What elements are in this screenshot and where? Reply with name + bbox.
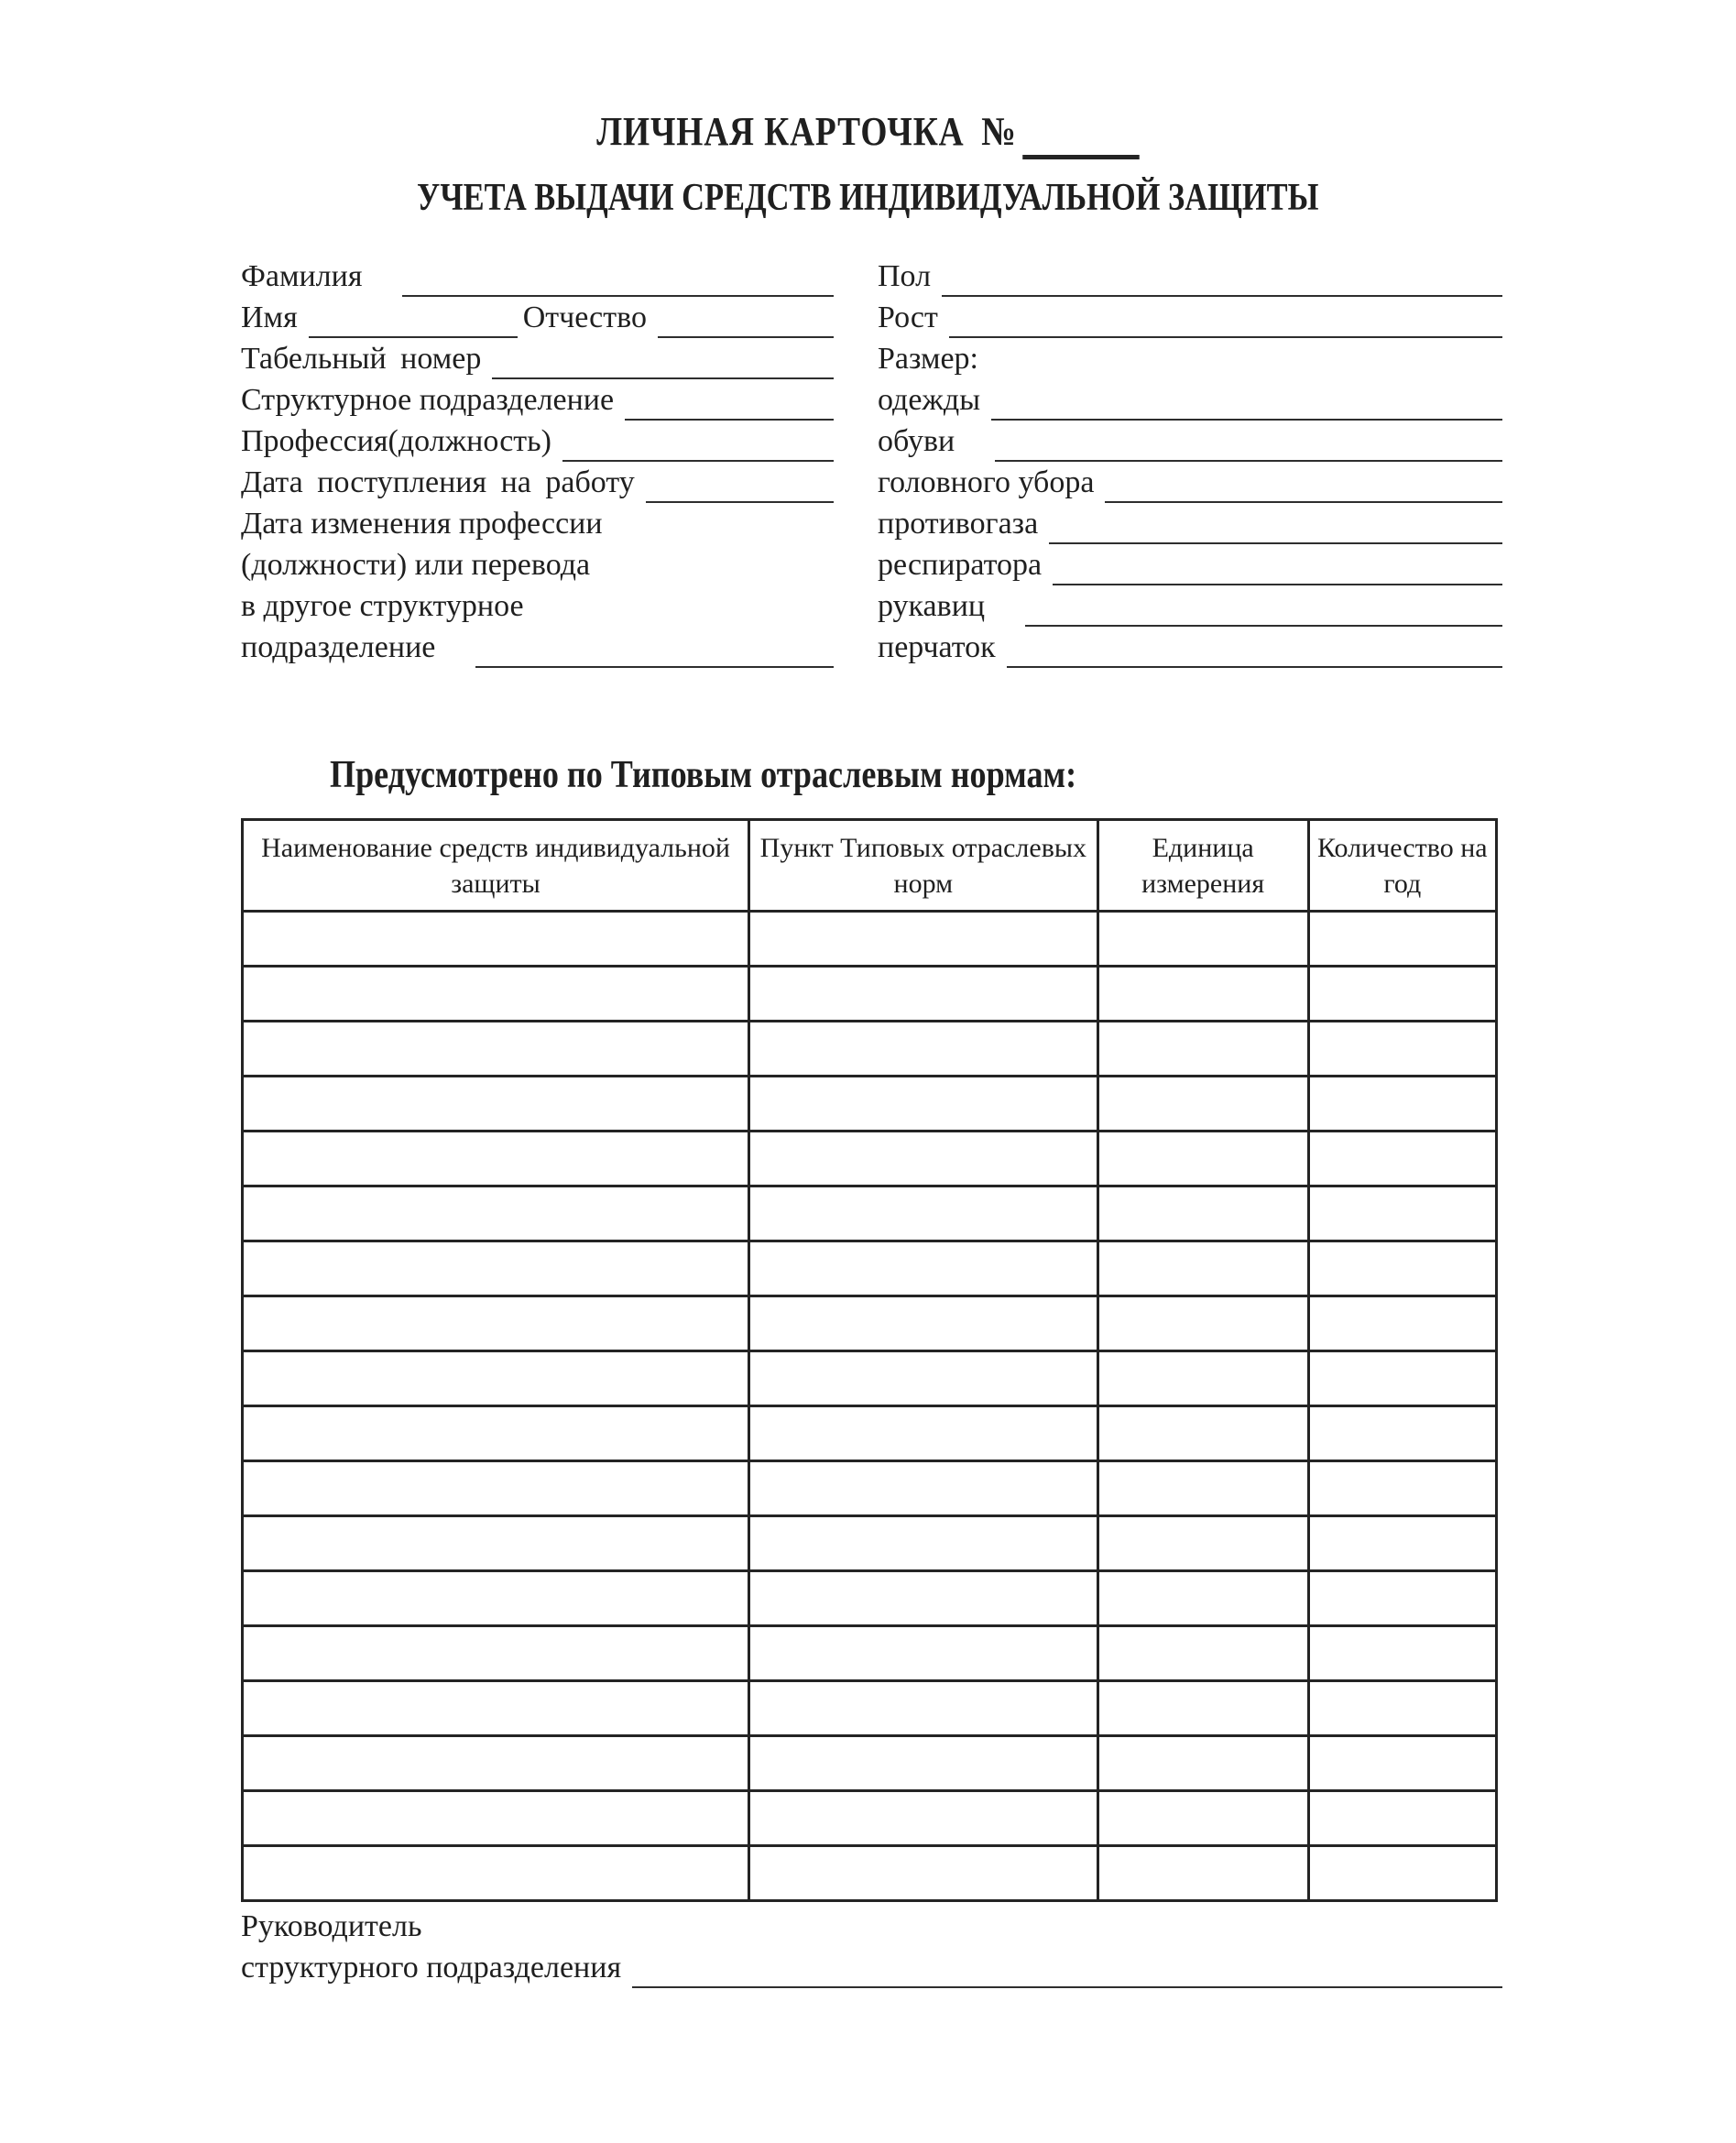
table-cell — [1097, 1571, 1308, 1626]
table-cell — [1097, 967, 1308, 1022]
table-cell — [1308, 1296, 1496, 1351]
table-cell — [1308, 1846, 1496, 1901]
table-cell — [1308, 1406, 1496, 1461]
table-cell — [1308, 1077, 1496, 1132]
table-cell — [243, 1571, 749, 1626]
field-change-date-line3 — [241, 585, 834, 627]
table-cell — [243, 1736, 749, 1791]
gloves-size-label: перчаток — [878, 630, 996, 664]
table-cell — [1308, 1132, 1496, 1186]
norms-table — [241, 818, 1498, 1902]
table-cell — [1308, 1241, 1496, 1296]
field-personnel-number — [241, 338, 834, 379]
table-cell — [749, 1571, 1098, 1626]
table-cell — [1308, 967, 1496, 1022]
field-headgear-size — [878, 462, 1502, 503]
table-cell — [243, 967, 749, 1022]
table-cell — [749, 1736, 1098, 1791]
table-cell — [1097, 1022, 1308, 1077]
field-size-header — [878, 338, 1502, 379]
table-cell — [749, 1516, 1098, 1571]
footer-line1 — [241, 1906, 1502, 1947]
personnel-number-blank-line — [492, 338, 834, 379]
clothing-size-blank-line — [991, 379, 1502, 421]
table-row — [243, 1077, 1497, 1132]
table-cell — [243, 1846, 749, 1901]
table-cell — [243, 1241, 749, 1296]
hire-date-blank-line — [646, 462, 834, 503]
table-cell — [1097, 1077, 1308, 1132]
table-cell — [243, 1681, 749, 1736]
field-change-date-line2 — [241, 544, 834, 585]
respirator-size-label: респиратора — [878, 548, 1043, 582]
field-gloves-size — [878, 627, 1502, 668]
table-row — [243, 1626, 1497, 1681]
field-gas-mask-size — [878, 503, 1502, 544]
table-row — [243, 1022, 1497, 1077]
surname-blank-line — [402, 256, 834, 297]
surname-label: Фамилия — [241, 259, 363, 293]
structural-unit-label: Структурное подразделение — [241, 383, 615, 417]
personal-fields — [241, 256, 1502, 668]
table-row — [243, 1241, 1497, 1296]
field-change-date-line4 — [241, 627, 834, 668]
table-row — [243, 912, 1497, 967]
table-cell — [749, 1296, 1098, 1351]
norms-table-header — [243, 820, 1497, 912]
column-header-norms-clause: Пункт Типовых отраслевых норм — [749, 820, 1098, 912]
table-row — [243, 967, 1497, 1022]
table-cell — [1308, 1461, 1496, 1516]
table-cell — [1097, 1681, 1308, 1736]
table-cell — [1097, 1736, 1308, 1791]
column-header-quantity-per-year: Количество на год — [1308, 820, 1496, 912]
change-date-label-1: Дата изменения профессии — [241, 507, 603, 541]
table-cell — [243, 1626, 749, 1681]
field-respirator-size — [878, 544, 1502, 585]
table-row — [243, 1132, 1497, 1186]
form-subtitle-text: УЧЕТА ВЫДАЧИ СРЕДСТВ ИНДИВИДУАЛЬНОЙ ЗАЩИТЫ — [417, 177, 1319, 219]
footwear-size-blank-line — [995, 421, 1502, 462]
name-blank-line — [309, 297, 518, 338]
form-subtitle — [0, 176, 1736, 220]
table-cell — [243, 1516, 749, 1571]
form-title-text: ЛИЧНАЯ КАРТОЧКА — [596, 109, 965, 154]
patronymic-label: Отчество — [522, 301, 647, 334]
table-cell — [1308, 1022, 1496, 1077]
sex-label: Пол — [878, 259, 932, 293]
table-cell — [243, 1461, 749, 1516]
table-cell — [243, 1351, 749, 1406]
table-cell — [1097, 1406, 1308, 1461]
table-row — [243, 1296, 1497, 1351]
respirator-size-blank-line — [1053, 544, 1502, 585]
table-cell — [1097, 1791, 1308, 1846]
height-blank-line — [949, 297, 1502, 338]
table-row — [243, 1516, 1497, 1571]
norms-section-heading — [330, 753, 1198, 797]
table-row — [243, 1846, 1497, 1901]
hire-date-label: Дата поступления на работу — [241, 465, 635, 499]
name-label: Имя — [241, 301, 298, 334]
mittens-size-label: рукавиц — [878, 589, 986, 623]
personnel-number-label: Табельный номер — [241, 342, 482, 376]
field-name-patronymic — [241, 297, 834, 338]
table-cell — [1097, 1846, 1308, 1901]
norms-table-body — [243, 912, 1497, 1901]
table-row — [243, 1351, 1497, 1406]
field-profession — [241, 421, 834, 462]
change-date-label-3: в другое структурное — [241, 589, 524, 623]
footer-signature-block — [241, 1906, 1502, 1988]
fields-left-column — [241, 256, 834, 668]
table-row — [243, 1736, 1497, 1791]
field-hire-date — [241, 462, 834, 503]
table-cell — [1097, 1296, 1308, 1351]
table-cell — [749, 1022, 1098, 1077]
change-date-blank-line — [475, 627, 834, 668]
table-row — [243, 1681, 1497, 1736]
table-cell — [1097, 1516, 1308, 1571]
table-cell — [1308, 1791, 1496, 1846]
table-cell — [243, 1077, 749, 1132]
headgear-size-label: головного убора — [878, 465, 1095, 499]
form-title — [0, 108, 1736, 159]
table-row — [243, 1461, 1497, 1516]
table-cell — [1308, 1626, 1496, 1681]
field-change-date-line1 — [241, 503, 834, 544]
field-structural-unit — [241, 379, 834, 421]
table-cell — [1097, 1461, 1308, 1516]
table-cell — [243, 1186, 749, 1241]
norms-section-heading-text: Предусмотрено по Типовым отраслевым нормам: — [330, 754, 1077, 796]
table-cell — [243, 1791, 749, 1846]
table-cell — [243, 1296, 749, 1351]
table-cell — [749, 1461, 1098, 1516]
table-cell — [749, 1846, 1098, 1901]
head-of-unit-label-2: структурного подразделения — [241, 1951, 622, 1984]
table-cell — [1308, 1351, 1496, 1406]
table-cell — [1308, 1571, 1496, 1626]
table-cell — [243, 912, 749, 967]
sex-blank-line — [942, 256, 1502, 297]
footer-line2 — [241, 1947, 1502, 1988]
change-date-label-2: (должности) или перевода — [241, 548, 591, 582]
patronymic-blank-line — [658, 297, 834, 338]
table-cell — [1308, 1681, 1496, 1736]
gas-mask-size-label: противогаза — [878, 507, 1039, 541]
mittens-size-blank-line — [1025, 585, 1502, 627]
profession-label: Профессия(должность) — [241, 424, 551, 458]
table-cell — [1308, 1186, 1496, 1241]
table-cell — [749, 1186, 1098, 1241]
headgear-size-blank-line — [1105, 462, 1502, 503]
footwear-size-label: обуви — [878, 424, 955, 458]
card-number-blank-line — [1022, 127, 1140, 159]
field-mittens-size — [878, 585, 1502, 627]
table-cell — [1097, 912, 1308, 967]
number-sign: № — [981, 109, 1017, 154]
table-cell — [1097, 1626, 1308, 1681]
table-cell — [1308, 1516, 1496, 1571]
table-cell — [749, 1241, 1098, 1296]
table-cell — [243, 1132, 749, 1186]
field-surname — [241, 256, 834, 297]
gloves-size-blank-line — [1007, 627, 1502, 668]
gas-mask-size-blank-line — [1049, 503, 1502, 544]
structural-unit-blank-line — [625, 379, 834, 421]
clothing-size-label: одежды — [878, 383, 981, 417]
head-of-unit-label-1: Руководитель — [241, 1909, 422, 1943]
change-date-label-4: подразделение — [241, 630, 436, 664]
table-cell — [749, 967, 1098, 1022]
table-cell — [749, 1681, 1098, 1736]
field-height — [878, 297, 1502, 338]
table-cell — [1308, 912, 1496, 967]
profession-blank-line — [562, 421, 834, 462]
table-cell — [1097, 1186, 1308, 1241]
table-cell — [749, 1132, 1098, 1186]
field-sex — [878, 256, 1502, 297]
column-header-measure-unit: Единица измерения — [1097, 820, 1308, 912]
field-clothing-size — [878, 379, 1502, 421]
signature-blank-line — [632, 1947, 1502, 1988]
table-cell — [749, 1077, 1098, 1132]
height-label: Рост — [878, 301, 938, 334]
table-cell — [1097, 1241, 1308, 1296]
table-row — [243, 1791, 1497, 1846]
field-footwear-size — [878, 421, 1502, 462]
column-header-ppe-name: Наименование средств индивидуальной защиты — [243, 820, 749, 912]
norms-table-header-row — [243, 820, 1497, 912]
table-row — [243, 1571, 1497, 1626]
table-cell — [1308, 1736, 1496, 1791]
table-cell — [749, 912, 1098, 967]
table-cell — [1097, 1351, 1308, 1406]
table-row — [243, 1406, 1497, 1461]
table-cell — [749, 1626, 1098, 1681]
table-cell — [749, 1351, 1098, 1406]
table-row — [243, 1186, 1497, 1241]
table-cell — [1097, 1132, 1308, 1186]
table-cell — [749, 1406, 1098, 1461]
size-label: Размер: — [878, 342, 979, 376]
table-cell — [243, 1406, 749, 1461]
table-cell — [749, 1791, 1098, 1846]
fields-right-column — [878, 256, 1502, 668]
table-cell — [243, 1022, 749, 1077]
